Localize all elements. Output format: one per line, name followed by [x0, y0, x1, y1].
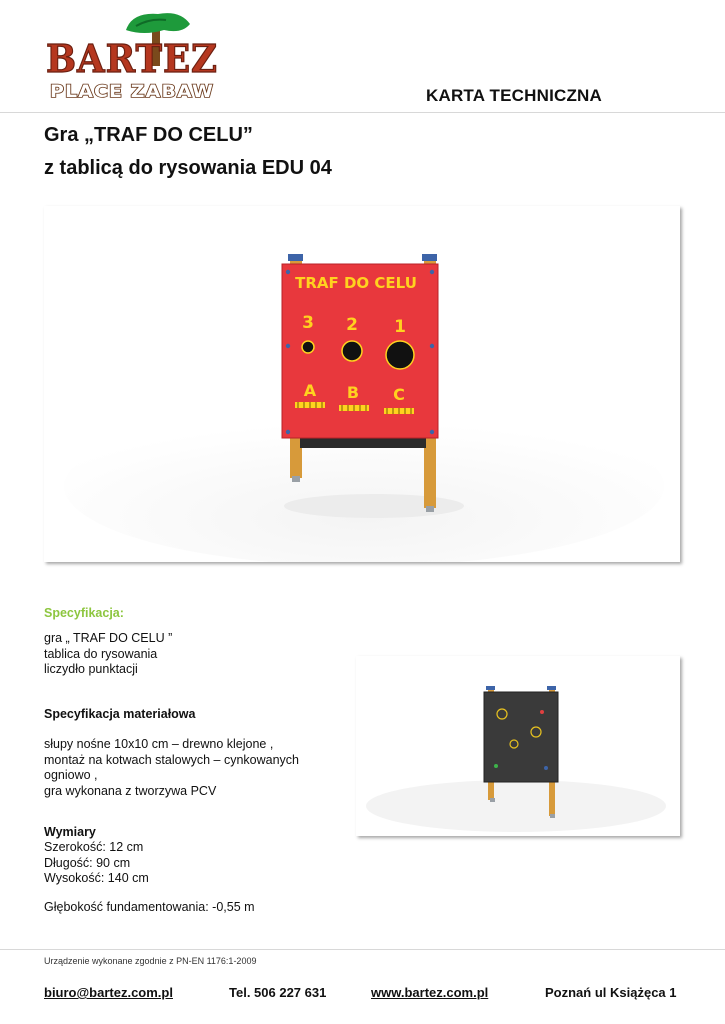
counter-letter-c: C [393, 385, 405, 404]
svg-text:PLACE ZABAW: PLACE ZABAW [50, 82, 214, 102]
compliance-note: Urządzenie wykonane zgodnie z PN-EN 1176:1-2009 [44, 956, 257, 966]
dimension-height: Wysokość: 140 cm [44, 871, 149, 885]
materials-item: gra wykonana z tworzywa PCV [44, 783, 217, 798]
product-photo-back [356, 656, 680, 836]
materials-heading: Specyfikacja materiałowa [44, 707, 196, 721]
score-number-3: 3 [302, 313, 314, 333]
materials-item: słupy nośne 10x10 cm – drewno klejone , [44, 737, 274, 751]
dimension-length: Długość: 90 cm [44, 855, 131, 870]
counter-letter-a: A [303, 381, 317, 400]
spec-item: liczydło punktacji [44, 662, 138, 676]
spec-item: tablica do rysowania [44, 646, 158, 661]
drawing-board-illustration [356, 656, 680, 836]
bartez-logo [40, 8, 230, 106]
document-type-heading: KARTA TECHNICZNA [426, 86, 603, 105]
email-link[interactable]: biuro@bartez.com.pl [44, 985, 173, 1000]
counter-letter-b: B [346, 383, 360, 402]
materials-item: ogniowo , [44, 768, 98, 782]
header-divider [0, 112, 725, 113]
dimensions-list [44, 840, 149, 887]
svg-text:BARTEZ: BARTEZ [46, 36, 218, 81]
product-photo-front [44, 206, 680, 562]
score-number-1: 1 [394, 317, 406, 337]
spec-list [44, 631, 172, 678]
materials-item: montaż na kotwach stalowych – cynkowanych [44, 752, 299, 767]
foundation-depth: Głębokość fundamentowania: -0,55 m [44, 900, 255, 914]
dimension-width: Szerokość: 12 cm [44, 840, 144, 854]
board-title: TRAF DO CELU [295, 274, 417, 292]
product-title-line1: Gra „TRAF DO CELU” [44, 124, 253, 146]
dimensions-heading: Wymiary [44, 825, 96, 839]
phone-number: Tel. 506 227 631 [229, 985, 327, 1000]
website-link[interactable]: www.bartez.com.pl [371, 985, 489, 1000]
score-number-2: 2 [346, 315, 358, 335]
spec-item: gra „ TRAF DO CELU ” [44, 631, 173, 645]
product-title-line2: z tablicą do rysowania EDU 04 [44, 157, 332, 179]
address: Poznań ul Książęca 1 [545, 985, 677, 1000]
footer-divider [0, 949, 725, 950]
target-board-illustration [44, 206, 680, 562]
spec-heading: Specyfikacja: [44, 606, 124, 620]
materials-list [44, 737, 344, 799]
